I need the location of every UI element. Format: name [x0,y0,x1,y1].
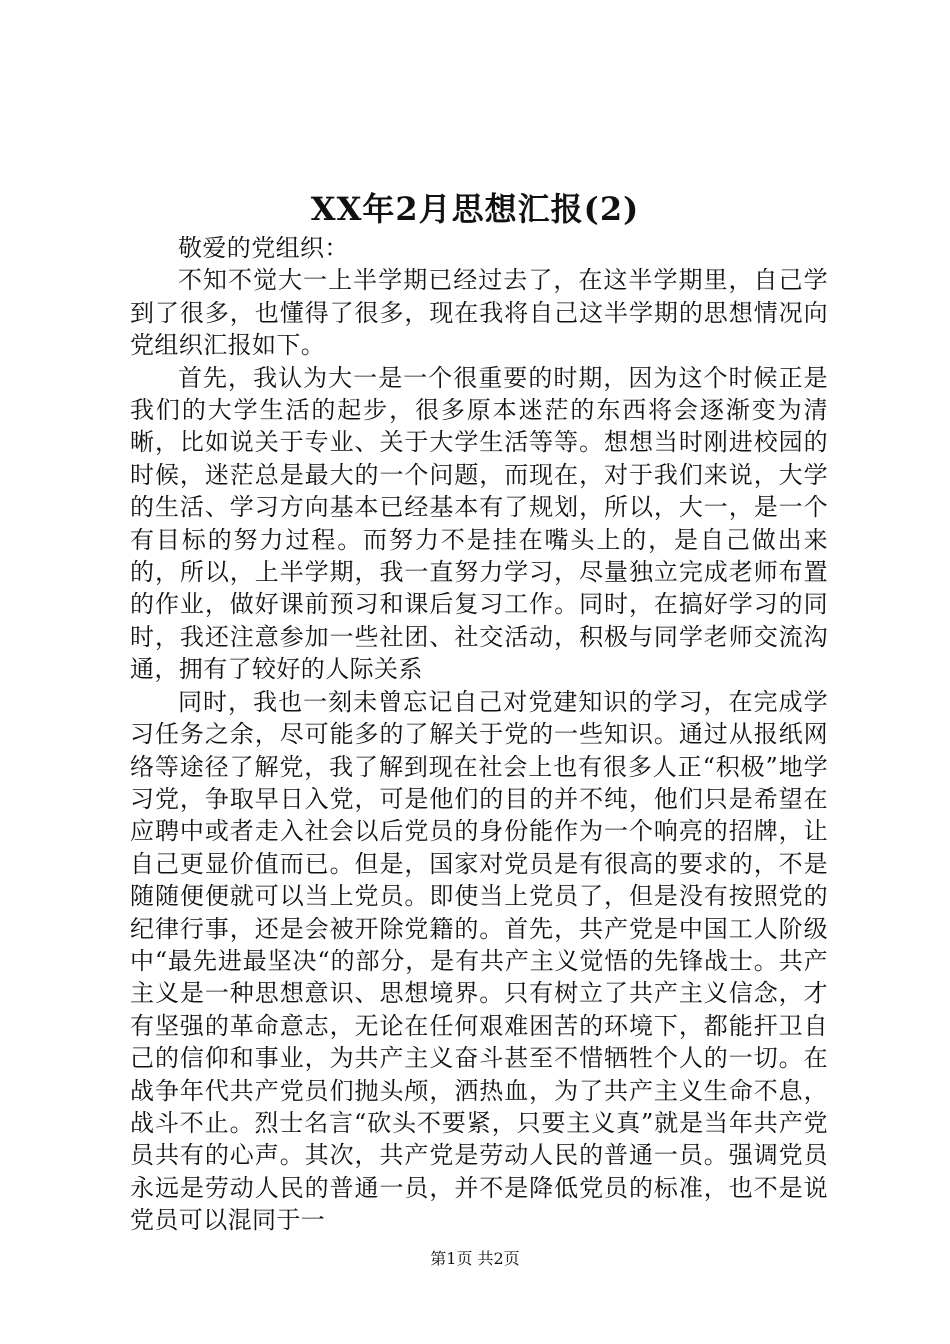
page-footer: 第1页 共2页 [430,1249,520,1268]
document-body [130,232,828,1237]
paragraph-first-point: 首先，我认为大一是一个很重要的时期，因为这个时候正是我们的大学生活的起步，很多原本迷茫的东西将会逐渐变为清晰，比如说关于专业、关于大学生活等等。想想当时刚进校园的时候，迷茫总是最大的一个问题，而现在，对于我们来说，大学的生活、学习方向基本已经基本有了规划，所以，大一，是一个有目标的努力过程。而努力不是挂在嘴头上的，是自己做出来的，所以，上半学期，我一直努力学习，尽量独立完成老师布置的作业，做好课前预习和课后复习工作。同时，在搞好学习的同时，我还注意参加一些社团、社交活动，积极与同学老师交流沟通，拥有了较好的人际关系 [130,363,828,684]
document-title: XX年2月思想汇报(2) [310,190,640,228]
paragraph-party-study: 同时，我也一刻未曾忘记自己对党建知识的学习，在完成学习任务之余，尽可能多的了解关于党的一些知识。通过从报纸网络等途径了解党，我了解到现在社会上也有很多人正“积极”地学习党，争取早日入党，可是他们的目的并不纯，他们只是希望在应聘中或者走入社会以后党员的身份能作为一个响亮的招牌，让自己更显价值而已。但是，国家对党员是有很高的要求的，不是随随便便就可以当上党员。即使当上党员了，但是没有按照党的纪律行事，还是会被开除党籍的。首先，共产党是中国工人阶级中“最先进最坚决“的部分，是有共产主义觉悟的先锋战士。共产主义是一种思想意识、思想境界。只有树立了共产主义信念，才有坚强的革命意志，无论在任何艰难困苦的环境下，都能扞卫自己的信仰和事业，为共产主义奋斗甚至不惜牺牲个人的一切。在战争年代共产党员们抛头颅，洒热血，为了共产主义生命不息，战斗不止。烈士名言“砍头不要紧，只要主义真”就是当年共产党员共有的心声。其次，共产党是劳动人民的普通一员。强调党员永远是劳动人民的普通一员，并不是降低党员的标准，也不是说党员可以混同于一 [130,687,828,1235]
salutation: 敬爱的党组织： [178,234,349,262]
paragraph-intro: 不知不觉大一上半学期已经过去了，在这半学期里，自己学到了很多，也懂得了很多，现在我将自己这半学期的思想情况向党组织汇报如下。 [130,266,828,360]
